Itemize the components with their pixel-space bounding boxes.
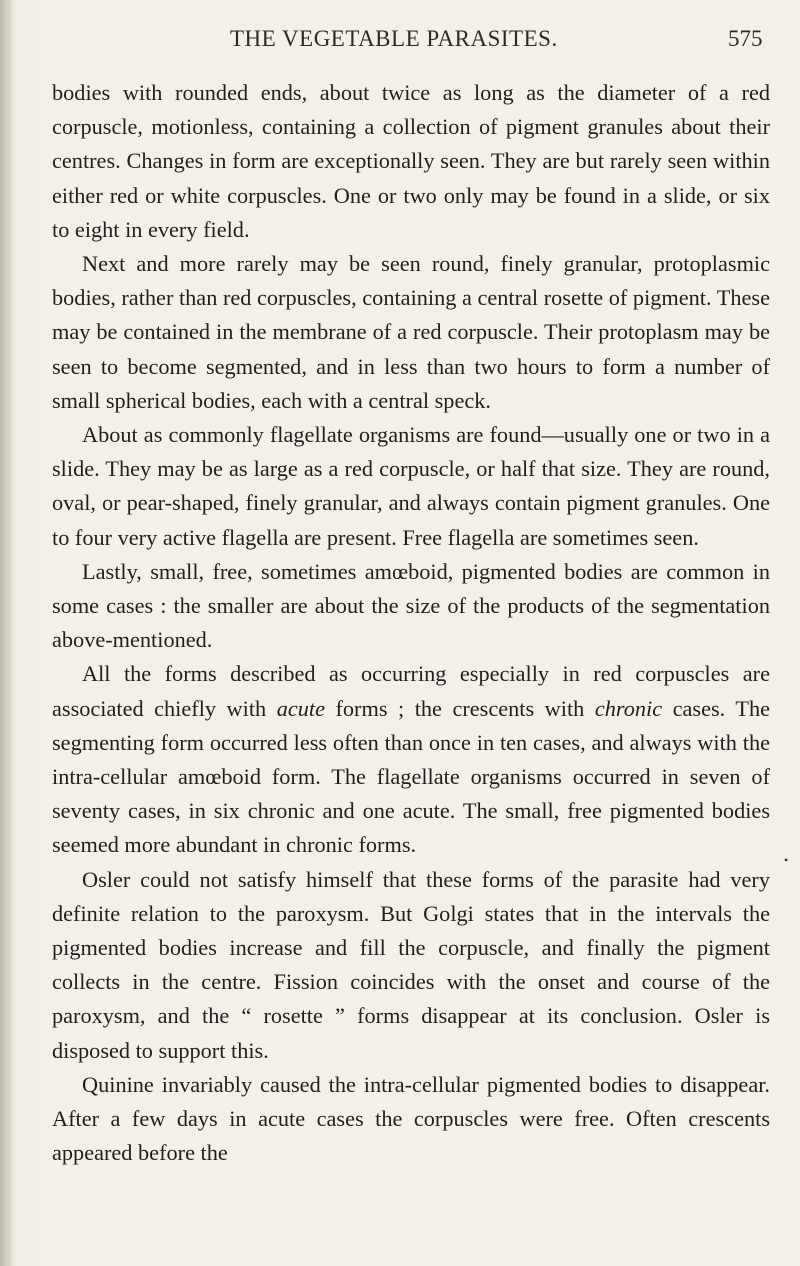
paragraph-free-bodies: Lastly, small, free, sometimes amœboid, pigmented bodies are common in some cases : the smaller are about the size of the products of the segmentation above-mentioned.	[52, 558, 770, 653]
text-run: All the forms described as occurring especially in red corpuscles are associated chiefly with	[52, 661, 770, 721]
paragraph-continued: bodies with rounded ends, about twice as long as the diameter of a red corpuscle, motionless, containing a collection of pigment granules about their centres. Changes in form are exceptionally seen. They are but rarely seen within either red or white corpuscles. One or two only may be found in a slide, or six to eight in every field.	[52, 80, 770, 242]
body-text	[52, 76, 770, 1171]
italic-chronic: chronic	[594, 695, 663, 721]
page-gutter-shadow	[0, 0, 14, 1266]
text-run: cases. The segmenting form occurred less often than once in ten cases, and always with the intra-cellular amœboid form. The flagellate organisms occurred in seven of seventy cases, in six chronic and one acute. The small, free pigmented bodies seemed more abundant in chronic forms.	[52, 695, 770, 858]
paragraph-rosette-bodies: Next and more rarely may be seen round, finely granular, protoplasmic bodies, rather than red corpuscles, containing a central rosette of pigment. These may be contained in the membrane of a red corpuscle. Their protoplasm may be seen to become segmented, and in less than two hours to form a number of small spherical bodies, each with a central speck.	[52, 251, 770, 413]
italic-acute: acute	[276, 695, 325, 721]
text-run: forms ; the crescents with	[324, 695, 595, 721]
margin-mark: •	[784, 853, 789, 867]
paragraph-osler-golgi: Osler could not satisfy himself that these forms of the parasite had very definite relation to the paroxysm. But Golgi states that in the intervals the pigmented bodies increase and fill the corpuscle, and finally the pigment collects in the centre. Fission coincides with the onset and course of the paroxysm, and the “ rosette ” forms disappear at its conclusion. Osler is disposed to support this.	[52, 866, 770, 1063]
page-number: 575	[728, 26, 763, 51]
running-header: THE VEGETABLE PARASITES.	[230, 26, 558, 51]
paragraph-quinine: Quinine invariably caused the intra-cellular pigmented bodies to disappear. After a few days in acute cases the corpuscles were free. Often crescents appeared before the	[52, 1071, 770, 1166]
paragraph-forms-association	[52, 657, 770, 862]
paragraph-flagellate: About as commonly flagellate organisms are found—usually one or two in a slide. They may be as large as a red corpuscle, or half that size. They are round, oval, or pear-shaped, finely granular, and always contain pigment granules. One to four very active flagella are present. Free flagella are sometimes seen.	[52, 422, 770, 550]
